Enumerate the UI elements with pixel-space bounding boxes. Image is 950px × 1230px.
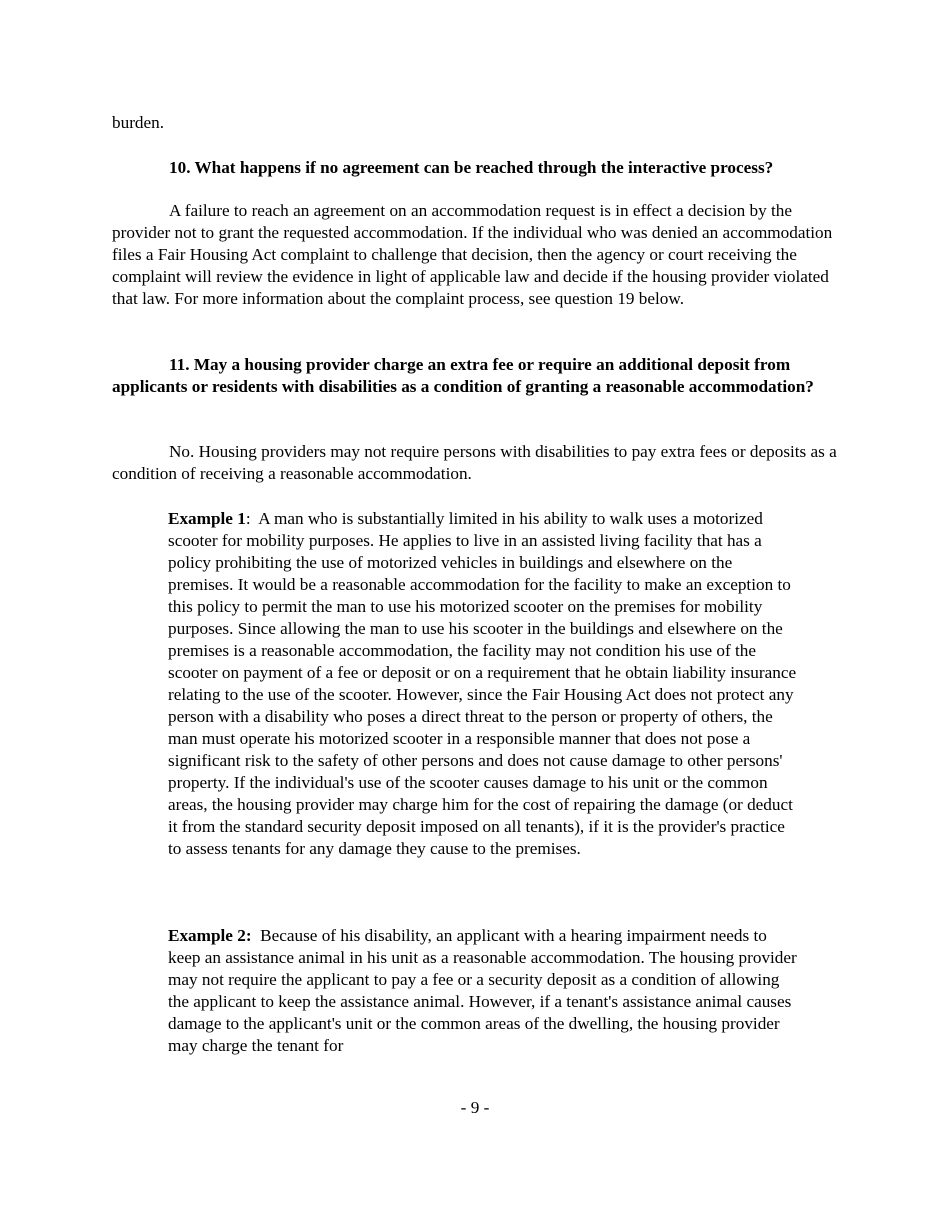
example-2-label: Example 2:: [168, 926, 252, 945]
example-1-label: Example 1: [168, 509, 246, 528]
example-2-separator: [252, 926, 261, 945]
question-11-heading: 11. May a housing provider charge an extra fee or require an additional deposit from applicants or residents with disabilities as a condition of granting a reasonable accommodation?: [112, 355, 814, 396]
question-10-heading: 10. What happens if no agreement can be reached through the interactive process?: [169, 158, 774, 177]
question-11-answer: No. Housing providers may not require persons with disabilities to pay extra fees or deposits as a condition of receiving a reasonable accommodation.: [112, 442, 837, 483]
example-1-paragraph: [168, 508, 798, 860]
carryover-text: burden.: [112, 113, 165, 132]
question-10-answer: A failure to reach an agreement on an accommodation request is in effect a decision by the provider not to grant the requested accommodation. If the individual who was denied an accommodation files a Fair Housing Act complaint to challenge that decision, then the agency or court receiving the complaint will review the evidence in light of applicable law and decide if the housing provider violated that law. For more information about the complaint process, see question 19 below.: [112, 201, 833, 308]
example-1-separator: :: [245, 509, 259, 528]
example-1-text: A man who is substantially limited in his ability to walk uses a motorized scooter for mobility purposes. He applies to live in an assisted living facility that has a policy prohibiting the use of motorized vehicles in buildings and elsewhere on the premises. It would be a reasonable accommodation for the facility to make an exception to this policy to permit the man to use his motorized scooter on the premises for mobility purposes. Since allowing the man to use his scooter in the buildings and elsewhere on the premises is a reasonable accommodation, the facility may not condition his use of the scooter on payment of a fee or deposit or on a requirement that he obtain liability insurance relating to the use of the scooter. However, since the Fair Housing Act does not protect any person with a disability who poses a direct threat to the person or property of others, the man must operate his motorized scooter in a responsible manner that does not pose a significant risk to the safety of other persons and does not cause damage to other persons' property. If the individual's use of the scooter causes damage to his unit or the common areas, the housing provider may charge him for the cost of repairing the damage (or deduct it from the standard security deposit imposed on all tenants), if it is the provider's practice to assess tenants for any damage they cause to the premises.: [168, 509, 797, 858]
example-2-text: Because of his disability, an applicant with a hearing impairment needs to keep an assistance animal in his unit as a reasonable accommodation. The housing provider may not require the applicant to pay a fee or a security deposit as a condition of allowing the applicant to keep the assistance animal. However, if a tenant's assistance animal causes damage to the applicant's unit or the common areas of the dwelling, the housing provider may charge the tenant for: [168, 926, 797, 1055]
example-2-paragraph: [168, 925, 798, 1057]
page-number: - 9 -: [460, 1098, 490, 1117]
